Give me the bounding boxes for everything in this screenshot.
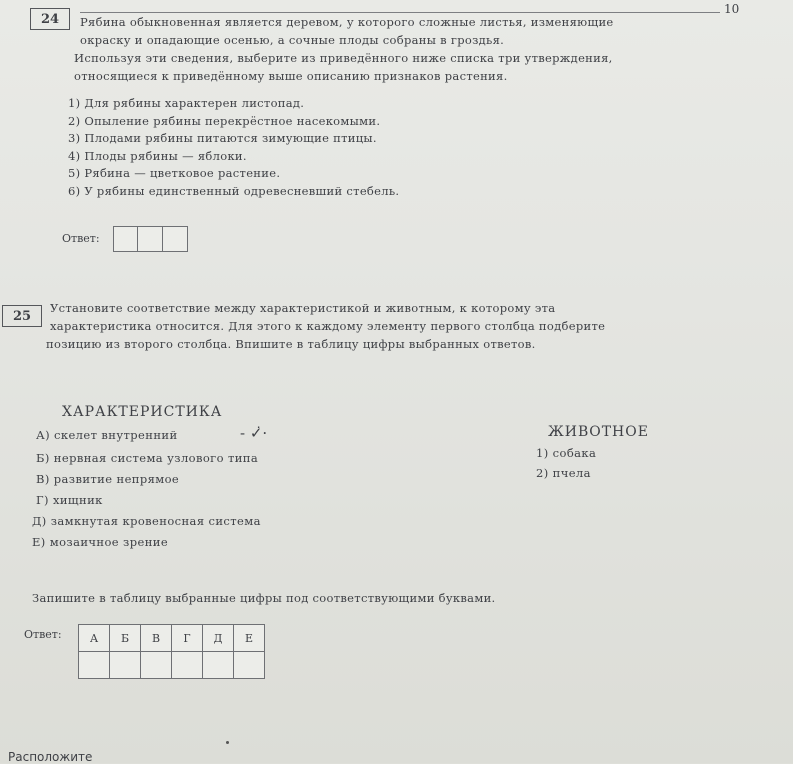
q25-characteristic-g: Г) хищник — [36, 493, 103, 507]
q25-paragraph-line-3: позицию из второго столбца. Впишите в таблицу цифры выбранных ответов. — [46, 337, 536, 351]
q25-paragraph-line-1: Установите соответствие между характеристикой и животным, к которому эта — [50, 301, 556, 315]
answer-table-letter: Г — [172, 625, 203, 652]
q24-paragraph-line-3: Используя эти сведения, выберите из приведённого ниже списка три утверждения, — [74, 51, 613, 65]
answer-table-letter: Д — [203, 625, 234, 652]
answer-table-letter: В — [141, 625, 172, 652]
top-rule — [80, 12, 720, 13]
answer-table-letter: Е — [234, 625, 265, 652]
answer-table-letter: Б — [110, 625, 141, 652]
q25-animal-heading: ЖИВОТНОЕ — [548, 424, 649, 440]
q24-paragraph-line-4: относящиеся к приведённому выше описанию признаков растения. — [74, 69, 508, 83]
answer-table-input-cell[interactable] — [234, 652, 265, 679]
question-25-number: 25 — [2, 305, 42, 327]
q25-answer-label: Ответ: — [24, 628, 62, 641]
q25-characteristic-heading: ХАРАКТЕРИСТИКА — [62, 404, 223, 420]
q24-answer-cell-3[interactable] — [162, 226, 188, 252]
next-question-footer-text: Расположите — [8, 750, 93, 764]
q24-option-5: 5) Рябина — цветковое растение. — [68, 166, 281, 180]
answer-table-input-cell[interactable] — [79, 652, 110, 679]
q25-characteristic-a: А) скелет внутренний — [36, 428, 178, 442]
answer-table-letter: А — [79, 625, 110, 652]
q25-characteristic-d: Д) замкнутая кровеносная система — [32, 514, 261, 528]
q24-answer-cell-1[interactable] — [113, 226, 139, 252]
pencil-dot — [226, 741, 229, 744]
q24-option-2: 2) Опыление рябины перекрёстное насекомыми. — [68, 113, 381, 128]
q25-characteristic-e: Е) мозаичное зрение — [32, 535, 169, 549]
question-24-number: 24 — [30, 8, 70, 30]
q24-answer-cell-2[interactable] — [137, 226, 163, 252]
q24-paragraph-line-2: окраску и опадающие осенью, а сочные плоды собраны в гроздья. — [80, 33, 505, 47]
q24-options-list — [68, 95, 399, 200]
q25-answer-table-header-row — [79, 625, 265, 652]
answer-table-input-cell[interactable] — [172, 652, 203, 679]
q25-characteristic-b: Б) нервная система узлового типа — [36, 451, 259, 465]
q24-option-6: 6) У рябины единственный одревесневший стебель. — [68, 183, 400, 198]
page-number: 10 — [724, 2, 740, 16]
q24-option-3: 3) Плодами рябины питаются зимующие птицы. — [68, 131, 377, 145]
q25-animal-2: 2) пчела — [536, 466, 591, 480]
q25-characteristic-v: В) развитие непрямое — [36, 472, 180, 486]
answer-table-input-cell[interactable] — [110, 652, 141, 679]
q25-paragraph-line-2: характеристика относится. Для этого к каждому элементу первого столбца подберите — [50, 319, 606, 333]
q24-answer-label: Ответ: — [62, 232, 100, 245]
q24-option-1: 1) Для рябины характерен листопад. — [68, 96, 305, 110]
q24-answer-cells[interactable] — [114, 226, 188, 252]
pencil-tick-mark: - ✓̇· — [240, 424, 268, 442]
q25-animal-1: 1) собака — [536, 446, 597, 460]
q24-paragraph-line-1: Рябина обыкновенная является деревом, у которого сложные листья, изменяющие — [80, 15, 614, 29]
answer-table-input-cell[interactable] — [141, 652, 172, 679]
answer-table-input-cell[interactable] — [203, 652, 234, 679]
q25-instruction: Запишите в таблицу выбранные цифры под соответствующими буквами. — [32, 591, 496, 605]
q25-answer-table — [78, 624, 265, 679]
q25-answer-table-input-row — [79, 652, 265, 679]
q24-option-4: 4) Плоды рябины — яблоки. — [68, 148, 247, 163]
